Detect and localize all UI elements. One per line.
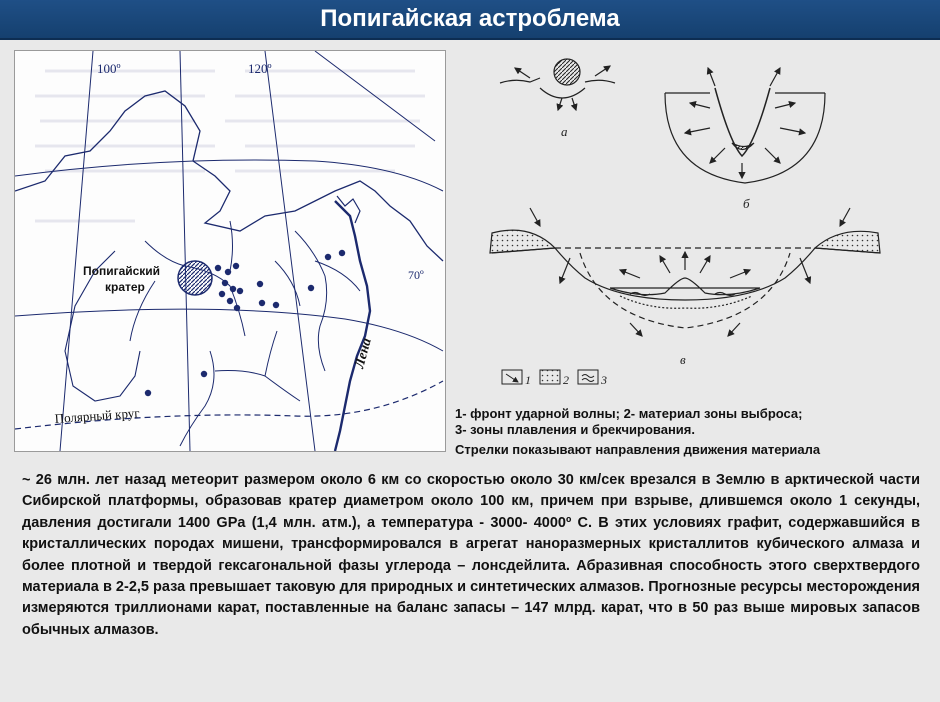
siberia-map [15,51,445,451]
stage-v-label: в [680,352,686,367]
stage-b-label: б [743,196,750,211]
crater-label-line2: кратер [105,280,145,294]
ghost-text [35,71,425,221]
polar-circle-label: Полярный круг [54,405,141,426]
meridian-lines [60,51,435,451]
parallel-lines [15,160,443,351]
river-network [130,221,360,446]
stage-a-drawing [500,59,615,110]
diagram-legend [455,406,935,458]
legend-keys [502,370,598,384]
river-lena [335,201,370,451]
legend-key-1: 1 [525,373,531,387]
page-title: Попигайская астроблема [320,5,620,32]
deposit-dots [145,250,345,396]
stage-b-drawing [665,68,825,183]
parallel-70-label: 70º [408,268,424,282]
lena-delta [337,196,360,223]
legend-line-2: 3- зоны плавления и брекчирования. [455,422,695,437]
crater-formation-diagram [470,48,925,398]
coastline [15,91,443,261]
legend-key-3: 3 [601,373,607,387]
map-panel [14,50,446,452]
stage-a-label: а [561,124,568,139]
legend-arrows-note: Стрелки показывают направления движения материала [455,442,821,457]
description-paragraph: ~ 26 млн. лет назад метеорит размером около 6 км со скоростью около 30 км/сек врезался в Землю в арктической части Сибирской платформы, образовав кратер диаметром около 100 км, причем при взрыве, длившемся около 1 секунды, давления достигали 1400 GPa (1,4 млн. атм.), а температура - 3000- 4000º С. В этих условиях графит, содержавшийся в кристаллических породах мишени, трансформировался в агрегат наноразмерных кристаллитов кубического алмаза и более плотной и твердой гексагональной фазы углерода – лонсдейлита. Абразивная способность этого сверхтвердого материала в 2-2,5 раза превышает таковую для природных и синтетических алмазов. Прогнозные ресурсы месторождения измеряются триллионами карат, поставленные на баланс запасы – 147 млрд. карат, что в 50 раз выше мировых запасов обычных алмазов. [22,472,920,638]
meridian-120-label: 120º [248,61,272,76]
legend-line-1: 1- фронт ударной волны; 2- материал зоны выброса; [455,406,803,421]
lena-river-label: Лена [352,336,375,371]
meridian-100-label: 100º [97,61,121,76]
legend-key-2: 2 [563,373,569,387]
crater-label-line1: Попигайский [83,264,161,278]
crater-stages-svg [470,48,925,398]
crater-marker [178,261,212,295]
stage-v-drawing [490,208,880,336]
